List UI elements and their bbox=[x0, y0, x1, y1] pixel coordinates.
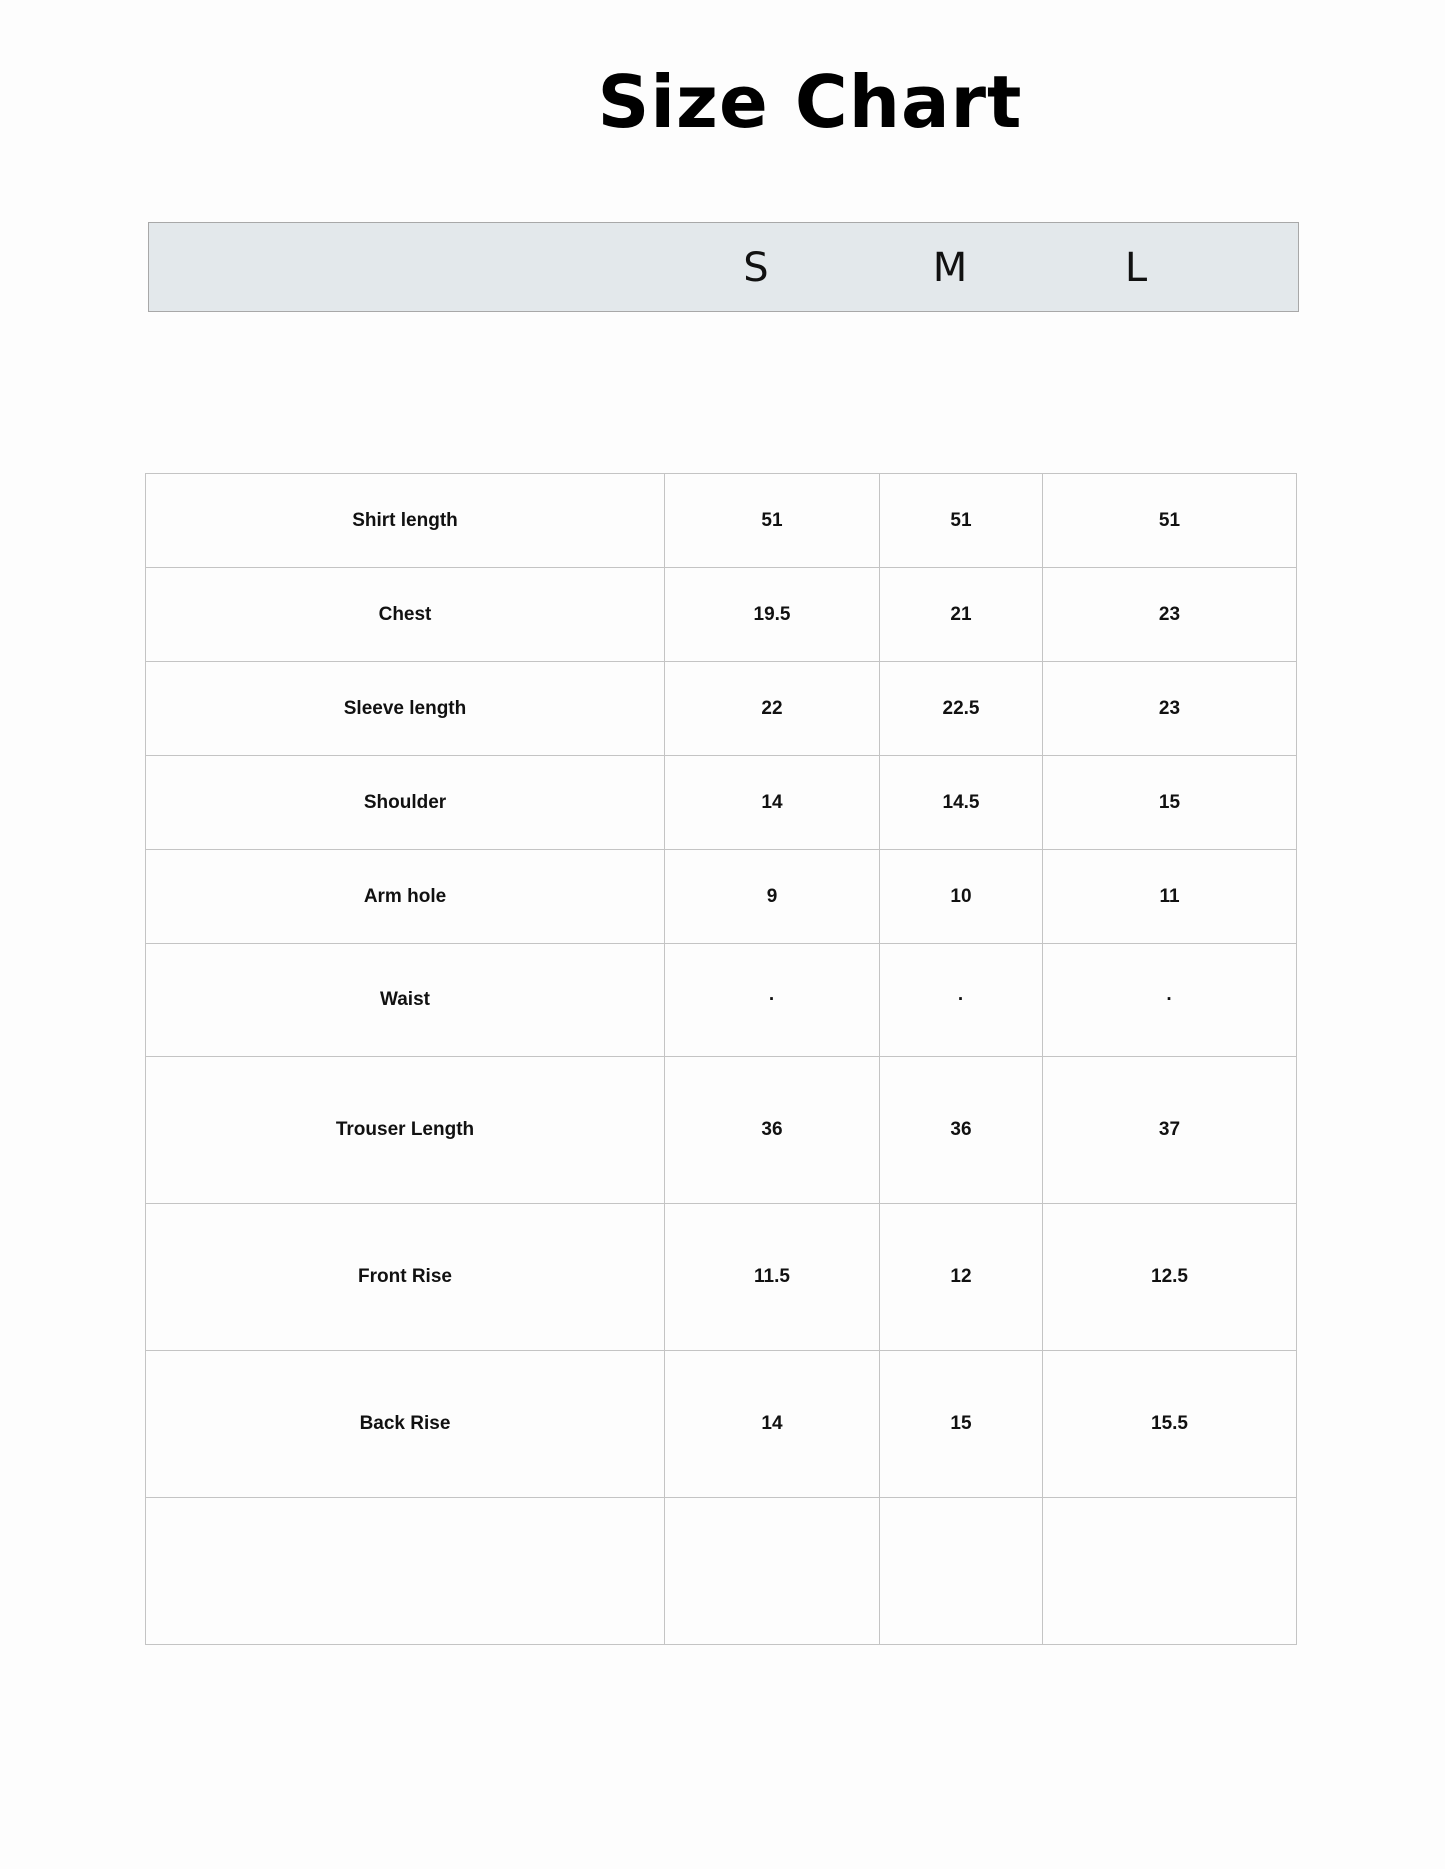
table-row-back-rise bbox=[146, 1351, 1297, 1498]
value-s: 11.5 bbox=[665, 1204, 880, 1351]
value-s bbox=[665, 1498, 880, 1645]
value-l: 23 bbox=[1043, 662, 1297, 756]
row-label bbox=[146, 1498, 665, 1645]
value-l: 23 bbox=[1043, 568, 1297, 662]
row-label: Sleeve length bbox=[146, 662, 665, 756]
value-l bbox=[1043, 1498, 1297, 1645]
value-m: 21 bbox=[880, 568, 1043, 662]
table-row-trouser-length bbox=[146, 1057, 1297, 1204]
value-s: 19.5 bbox=[665, 568, 880, 662]
table-row-chest bbox=[146, 568, 1297, 662]
value-m: · bbox=[880, 944, 1043, 1057]
value-m: 10 bbox=[880, 850, 1043, 944]
measurement-table bbox=[145, 473, 1297, 1645]
value-s: 36 bbox=[665, 1057, 880, 1204]
table-row-front-rise bbox=[146, 1204, 1297, 1351]
value-l: 51 bbox=[1043, 474, 1297, 568]
value-s: 14 bbox=[665, 756, 880, 850]
value-m: 12 bbox=[880, 1204, 1043, 1351]
value-l: 11 bbox=[1043, 850, 1297, 944]
table-row-shirt-length bbox=[146, 474, 1297, 568]
size-label-m: M bbox=[932, 245, 968, 291]
value-l: 15.5 bbox=[1043, 1351, 1297, 1498]
value-l: 15 bbox=[1043, 756, 1297, 850]
value-s: 22 bbox=[665, 662, 880, 756]
value-m: 36 bbox=[880, 1057, 1043, 1204]
table-row-arm-hole bbox=[146, 850, 1297, 944]
size-label-s: S bbox=[743, 245, 769, 291]
row-label: Chest bbox=[146, 568, 665, 662]
value-l: 37 bbox=[1043, 1057, 1297, 1204]
row-label: Front Rise bbox=[146, 1204, 665, 1351]
value-m: 14.5 bbox=[880, 756, 1043, 850]
value-s: 51 bbox=[665, 474, 880, 568]
table-row-empty bbox=[146, 1498, 1297, 1645]
size-label-l: L bbox=[1124, 245, 1148, 291]
table-row-waist bbox=[146, 944, 1297, 1057]
value-m bbox=[880, 1498, 1043, 1645]
value-l: · bbox=[1043, 944, 1297, 1057]
value-s: · bbox=[665, 944, 880, 1057]
value-m: 15 bbox=[880, 1351, 1043, 1498]
row-label: Arm hole bbox=[146, 850, 665, 944]
value-s: 14 bbox=[665, 1351, 880, 1498]
row-label: Waist bbox=[146, 944, 665, 1057]
row-label: Shoulder bbox=[146, 756, 665, 850]
value-s: 9 bbox=[665, 850, 880, 944]
row-label: Shirt length bbox=[146, 474, 665, 568]
table-row-shoulder bbox=[146, 756, 1297, 850]
row-label: Back Rise bbox=[146, 1351, 665, 1498]
row-label: Trouser Length bbox=[146, 1057, 665, 1204]
size-header-bar bbox=[148, 222, 1299, 312]
page-title: Size Chart bbox=[597, 60, 1023, 144]
value-m: 51 bbox=[880, 474, 1043, 568]
table-row-sleeve-length bbox=[146, 662, 1297, 756]
value-m: 22.5 bbox=[880, 662, 1043, 756]
value-l: 12.5 bbox=[1043, 1204, 1297, 1351]
